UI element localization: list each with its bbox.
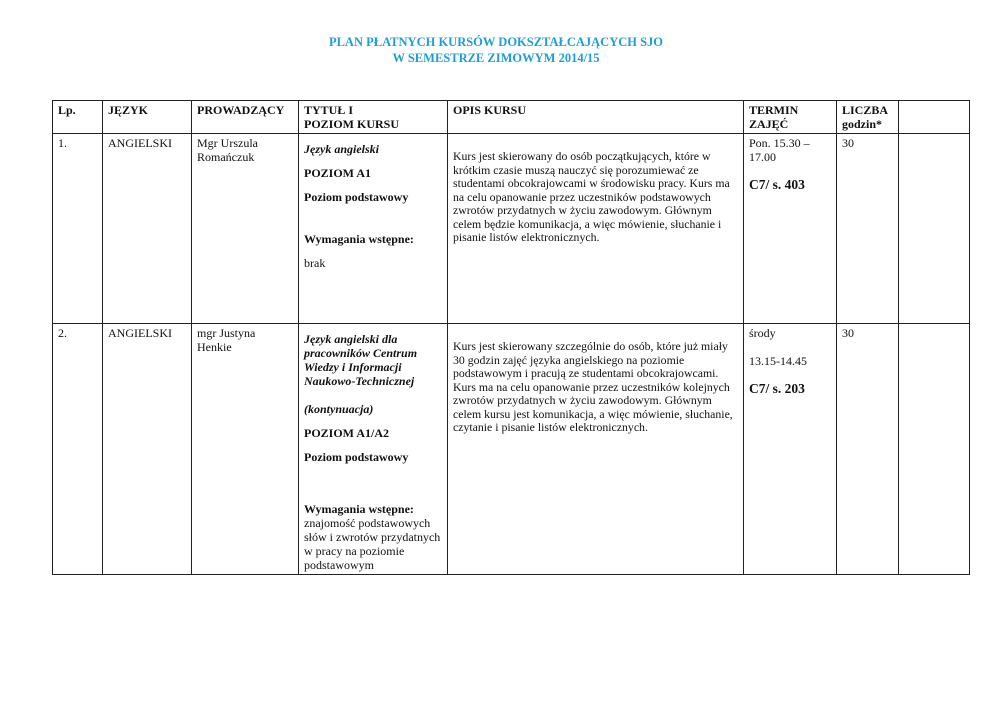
- header-lp: Lp.: [53, 101, 103, 134]
- header-hours: LICZBA godzin*: [837, 101, 899, 134]
- requirements-text: brak: [304, 256, 326, 270]
- header-teacher: PROWADZĄCY: [192, 101, 299, 134]
- course-level-name: Poziom podstawowy: [304, 450, 409, 464]
- title-line-2: W SEMESTRZE ZIMOWYM 2014/15: [392, 51, 600, 65]
- course-level: POZIOM A1/A2: [304, 426, 390, 440]
- row-teacher: Mgr Urszula Romańczuk: [192, 134, 299, 324]
- row-title-level: [299, 134, 448, 324]
- requirements-label: Wymagania wstępne:: [304, 232, 414, 246]
- requirements-text: znajomość podstawowych słów i zwrotów przydatnych w pracy na poziomie podstawowym: [304, 516, 441, 572]
- row-description: Kurs jest skierowany szczególnie do osób, które już miały 30 godzin zajęć języka angielskiego na poziomie podstawowym i pracują ze studentami obcokrajowcami. Kurs ma na celu opanowanie przez uczestników kolejnych zwrotów przydatnych w życiu zawodowym. Głównym celem kursu jest komunikacja, a więc mówienie, słuchanie, czytanie i pisanie listów elektronicznych.: [448, 324, 744, 575]
- row-hours: 30: [837, 134, 899, 324]
- course-plan-table: [52, 100, 970, 575]
- row-language: ANGIELSKI: [103, 134, 192, 324]
- course-continuation: (kontynuacja): [304, 402, 374, 416]
- row-empty: [899, 324, 970, 575]
- header-empty: [899, 101, 970, 134]
- row-schedule: środy 13.15-14.45 C7/ s. 203: [744, 324, 837, 575]
- course-level: POZIOM A1: [304, 166, 372, 180]
- room: C7/ s. 203: [749, 381, 805, 396]
- header-schedule: TERMIN ZAJĘĆ: [744, 101, 837, 134]
- course-level-name: Poziom podstawowy: [304, 190, 409, 204]
- header-language: JĘZYK: [103, 101, 192, 134]
- row-lp: 1.: [53, 134, 103, 324]
- row-lp: 2.: [53, 324, 103, 575]
- room: C7/ s. 403: [749, 177, 805, 192]
- course-title: Język angielski dla pracowników Centrum Wiedzy i Informacji Naukowo-Technicznej: [304, 332, 418, 388]
- row-schedule: Pon. 15.30 – 17.00 C7/ s. 403: [744, 134, 837, 324]
- document-title: [0, 34, 992, 66]
- row-empty: [899, 134, 970, 324]
- title-line-1: PLAN PŁATNYCH KURSÓW DOKSZTAŁCAJĄCYCH SJO: [328, 35, 664, 49]
- table-row: [53, 134, 970, 324]
- table-row: [53, 324, 970, 575]
- table-header-row: [53, 101, 970, 134]
- row-hours: 30: [837, 324, 899, 575]
- row-language: ANGIELSKI: [103, 324, 192, 575]
- row-title-level: [299, 324, 448, 575]
- header-title-level: TYTUŁ I POZIOM KURSU: [299, 101, 448, 134]
- course-title: Język angielski: [304, 142, 379, 156]
- row-teacher: mgr Justyna Henkie: [192, 324, 299, 575]
- requirements-label: Wymagania wstępne:: [304, 502, 414, 516]
- row-description: Kurs jest skierowany do osób początkujących, które w krótkim czasie muszą nauczyć się porozumiewać ze studentami obcokrajowcami w środowisku pracy. Kurs ma na celu opanowanie przez uczestników podstawowych zwrotów przydatnych w życiu zawodowym. Głównym celem będzie komunikacja, a więc mówienie, słuchanie i pisanie listów elektronicznych.: [448, 134, 744, 324]
- header-description: OPIS KURSU: [448, 101, 744, 134]
